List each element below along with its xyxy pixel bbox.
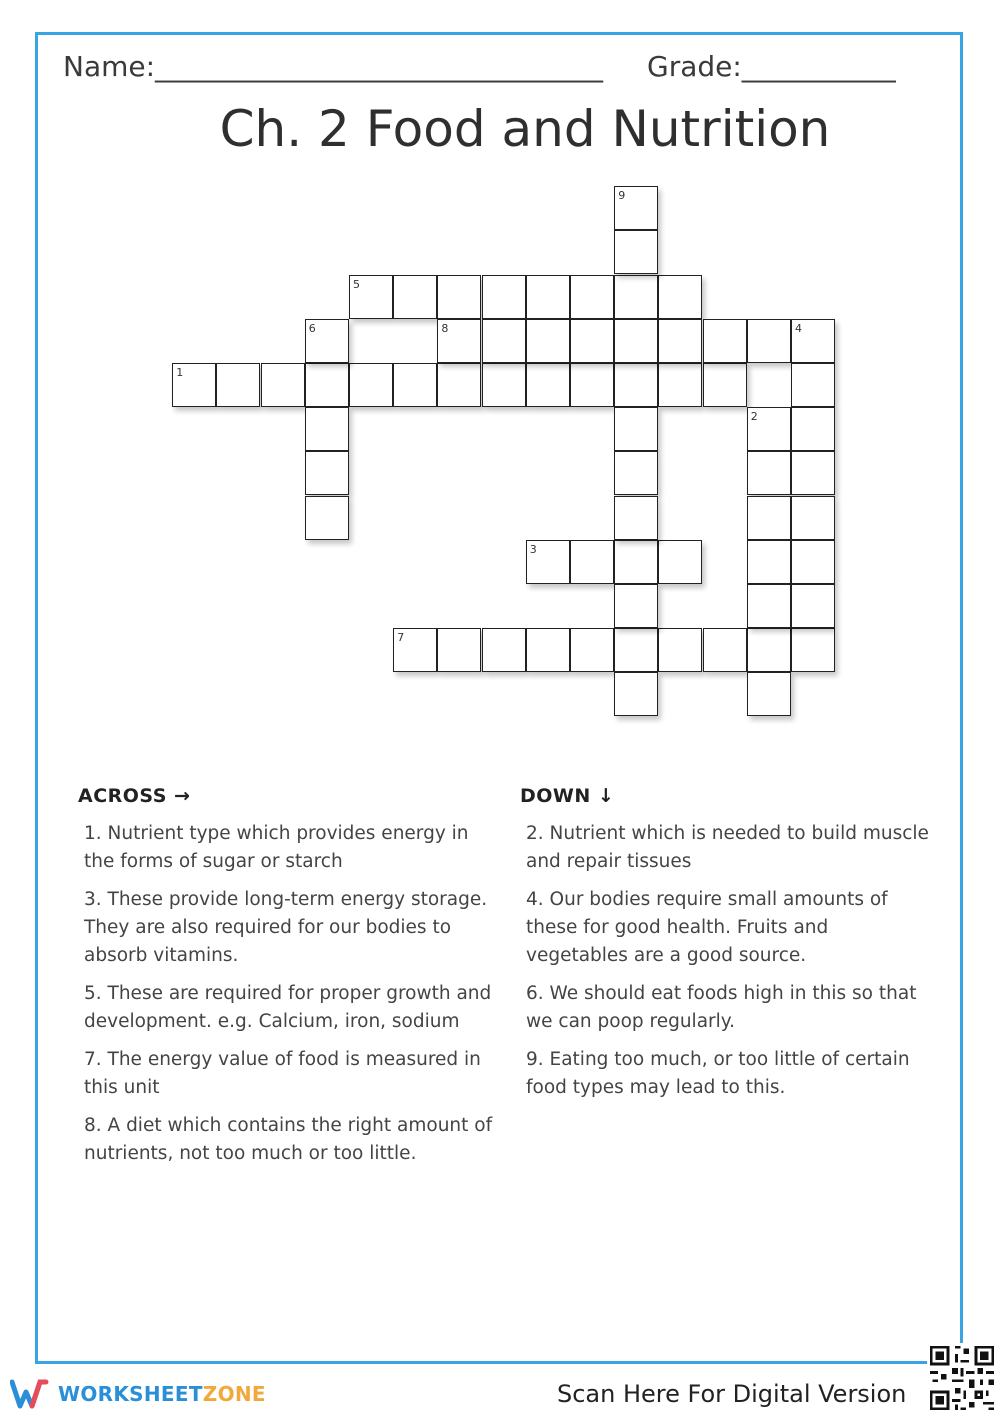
crossword-cell[interactable] [614, 319, 658, 363]
crossword-cell[interactable] [614, 186, 658, 230]
crossword-cell[interactable] [791, 407, 835, 451]
crossword-cell[interactable] [172, 363, 216, 407]
crossword-cell[interactable] [570, 319, 614, 363]
across-heading: ACROSS → [78, 785, 191, 807]
crossword-cell[interactable] [658, 275, 702, 319]
crossword-cell[interactable] [658, 319, 702, 363]
crossword-cell[interactable] [570, 540, 614, 584]
across-clue: 7. The energy value of food is measured in this unit [84, 1049, 481, 1098]
crossword-cell[interactable] [482, 628, 526, 672]
crossword-cell[interactable] [791, 584, 835, 628]
crossword-cell[interactable] [570, 363, 614, 407]
clue-number-label: 4 [795, 321, 802, 335]
clue-number-label: 8 [441, 321, 449, 335]
w-logo-icon [10, 1378, 50, 1410]
crossword-cell[interactable] [614, 230, 658, 274]
worksheet-title: Ch. 2 Food and Nutrition [219, 100, 831, 158]
clue-number-label: 1 [176, 366, 184, 379]
down-clue: 6. We should eat foods high in this so that we can poop regularly. [526, 983, 917, 1032]
crossword-cell[interactable] [305, 407, 349, 451]
crossword-cell[interactable] [526, 319, 570, 363]
crossword-cell[interactable] [614, 407, 658, 451]
crossword-cell[interactable] [305, 496, 349, 540]
crossword-cell[interactable] [703, 628, 747, 672]
down-clue: 9. Eating too much, or too little of certain food types may lead to this. [526, 1049, 910, 1098]
crossword-cell[interactable] [526, 275, 570, 319]
crossword-cell[interactable] [437, 319, 481, 363]
crossword-cell[interactable] [703, 363, 747, 407]
crossword-cell[interactable] [614, 363, 658, 407]
crossword-cell[interactable] [614, 584, 658, 628]
crossword-cell[interactable] [393, 628, 437, 672]
across-clue: 5. These are required for proper growth and development. e.g. Calcium, iron, sodium [84, 983, 492, 1032]
crossword-cell[interactable] [747, 451, 791, 495]
crossword-cell[interactable] [437, 628, 481, 672]
crossword-cell[interactable] [614, 540, 658, 584]
crossword-cell[interactable] [349, 275, 393, 319]
crossword-cell[interactable] [526, 540, 570, 584]
down-clue: 2. Nutrient which is needed to build muscle and repair tissues [526, 823, 929, 872]
crossword-cell[interactable] [216, 363, 260, 407]
clue-number-label: 5 [353, 277, 360, 291]
down-clue: 4. Our bodies require small amounts of these for good health. Fruits and vegetables are a good source. [526, 889, 888, 966]
scan-instruction: Scan Here For Digital Version [557, 1380, 907, 1408]
crossword-cell[interactable] [482, 319, 526, 363]
crossword-cell[interactable] [791, 540, 835, 584]
crossword-cell[interactable] [437, 363, 481, 407]
clue-number-label: 6 [308, 321, 316, 335]
crossword-cell[interactable] [526, 628, 570, 672]
crossword-cell[interactable] [482, 363, 526, 407]
crossword-cell[interactable] [658, 628, 702, 672]
clue-number-label: 7 [397, 631, 405, 645]
grade-field-line[interactable]: Grade:___________ [647, 50, 896, 83]
crossword-cell[interactable] [393, 363, 437, 407]
crossword-cell[interactable] [614, 496, 658, 540]
crossword-cell[interactable] [393, 275, 437, 319]
crossword-cell[interactable] [437, 275, 481, 319]
crossword-cell[interactable] [747, 628, 791, 672]
crossword-cell[interactable] [614, 275, 658, 319]
crossword-cell[interactable] [747, 496, 791, 540]
crossword-cell[interactable] [614, 628, 658, 672]
crossword-cell[interactable] [658, 540, 702, 584]
clue-number-label: 2 [750, 410, 758, 424]
crossword-cell[interactable] [791, 628, 835, 672]
crossword-cell[interactable] [747, 540, 791, 584]
crossword-cell[interactable] [747, 319, 791, 363]
across-clue: 1. Nutrient type which provides energy in the forms of sugar or starch [84, 823, 469, 872]
crossword-cell[interactable] [305, 451, 349, 495]
crossword-cell[interactable] [614, 672, 658, 716]
crossword-cell[interactable] [305, 363, 349, 407]
across-clue: 3. These provide long-term energy storage. They are also required for our bodies to absorb vitamins. [84, 889, 488, 966]
crossword-cell[interactable] [570, 275, 614, 319]
crossword-cell[interactable] [703, 319, 747, 363]
crossword-cell[interactable] [791, 451, 835, 495]
crossword-cell[interactable] [526, 363, 570, 407]
crossword-cell[interactable] [614, 451, 658, 495]
crossword-cell[interactable] [570, 628, 614, 672]
crossword-cell[interactable] [747, 672, 791, 716]
logo-word-zone: ZONE [202, 1382, 266, 1406]
name-field-line[interactable]: Name:________________________________ [63, 50, 604, 83]
crossword-cell[interactable] [658, 363, 702, 407]
worksheetzone-logo[interactable] [10, 1378, 266, 1410]
clue-number-label: 9 [618, 189, 626, 203]
down-heading: DOWN ↓ [520, 785, 615, 807]
crossword-cell[interactable] [747, 584, 791, 628]
across-clue-list [84, 820, 494, 1178]
crossword-cell[interactable] [261, 363, 305, 407]
crossword-cell[interactable] [349, 363, 393, 407]
crossword-cell[interactable] [305, 319, 349, 363]
clue-number-label: 3 [529, 542, 537, 556]
logo-text [58, 1382, 266, 1406]
down-clue-list [526, 820, 936, 1112]
crossword-cell[interactable] [747, 407, 791, 451]
qr-code-icon[interactable] [927, 1343, 997, 1413]
crossword-cell[interactable] [791, 496, 835, 540]
crossword-cell[interactable] [791, 363, 835, 407]
crossword-cell[interactable] [791, 319, 835, 363]
crossword-cell[interactable] [482, 275, 526, 319]
across-clue: 8. A diet which contains the right amount of nutrients, not too much or too little. [84, 1115, 493, 1164]
logo-word-worksheet: WORKSHEET [58, 1382, 203, 1406]
